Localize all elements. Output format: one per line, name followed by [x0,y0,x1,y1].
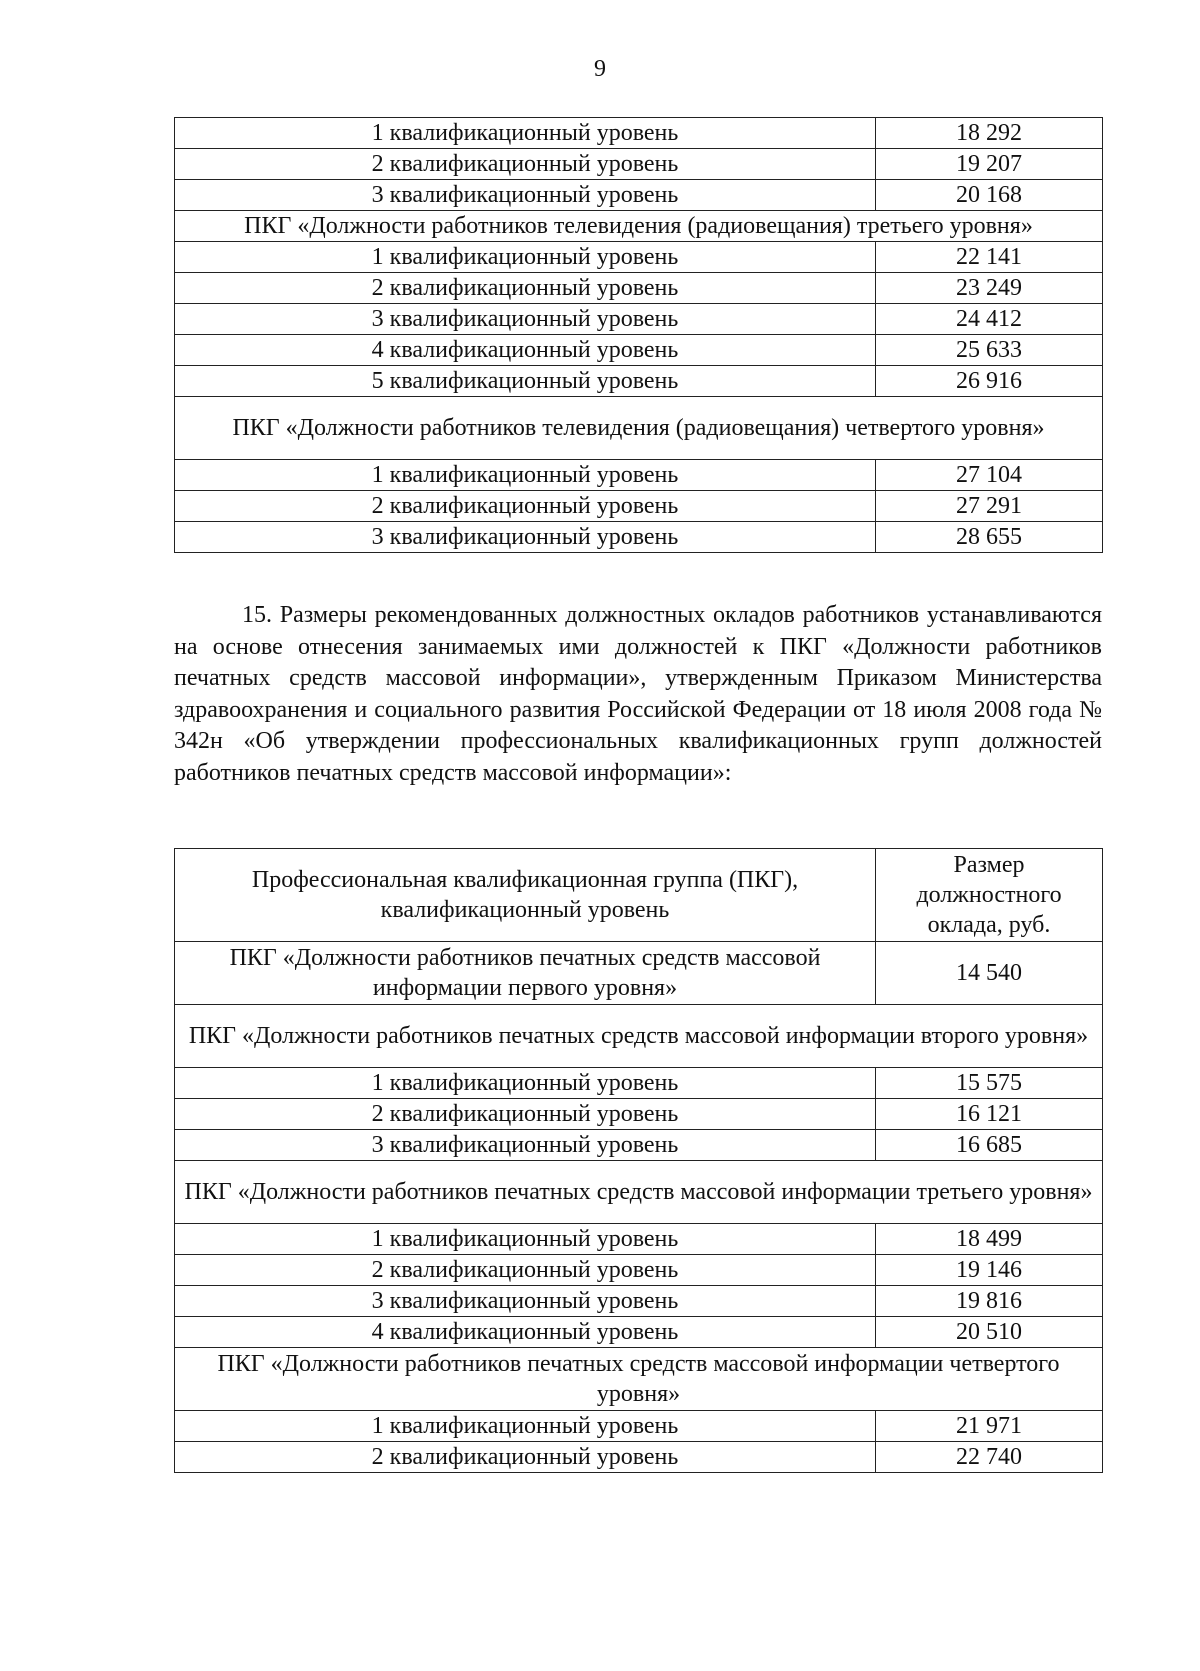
level-label: 3 квалификационный уровень [175,180,876,211]
table-row [175,1255,1103,1286]
level-label: 1 квалификационный уровень [175,1068,876,1099]
salary-value: 16 685 [876,1130,1103,1161]
salary-value: 22 141 [876,242,1103,273]
table-group-row [175,397,1103,460]
salary-value: 28 655 [876,522,1103,553]
first-group-value: 14 540 [876,942,1103,1005]
salary-value: 20 168 [876,180,1103,211]
table-row [175,460,1103,491]
level-label: 2 квалификационный уровень [175,273,876,304]
salary-value: 15 575 [876,1068,1103,1099]
level-label: 2 квалификационный уровень [175,491,876,522]
paragraph-text: Размеры рекомендованных должностных окладов работников устанавливаются на основе отнесения занимаемых ими должностей к ПКГ «Должности работников печатных средств массовой информации», утвержденным Приказом Министерства здравоохранения и социального развития Российской Федерации от 18 июля 2008 года № 342н «Об утверждении профессиональных квалификационных групп должностей работников печатных средств массовой информации»: [174,602,1103,786]
level-label: 3 квалификационный уровень [175,304,876,335]
table-row [175,1286,1103,1317]
table-header-row [175,849,1103,942]
salary-value: 23 249 [876,273,1103,304]
paragraph-15 [174,600,1102,789]
level-label: 1 квалификационный уровень [175,1224,876,1255]
salary-value: 25 633 [876,335,1103,366]
level-label: 5 квалификационный уровень [175,366,876,397]
salary-value: 22 740 [876,1442,1103,1473]
first-group-label: ПКГ «Должности работников печатных средств массовой информации первого уровня» [175,942,876,1005]
level-label: 2 квалификационный уровень [175,149,876,180]
table-row [175,1317,1103,1348]
table-row [175,1442,1103,1473]
group-title: ПКГ «Должности работников печатных средств массовой информации второго уровня» [175,1005,1103,1068]
level-label: 1 квалификационный уровень [175,242,876,273]
table-row [175,118,1103,149]
group-title: ПКГ «Должности работников телевидения (радиовещания) третьего уровня» [175,211,1103,242]
salary-value: 24 412 [876,304,1103,335]
salary-table-television [174,117,1103,553]
table-group-row [175,1005,1103,1068]
level-label: 1 квалификационный уровень [175,118,876,149]
table-group-row [175,1161,1103,1224]
table-row-first-group [175,942,1103,1005]
page-number: 9 [594,56,606,82]
table-row [175,149,1103,180]
salary-value: 19 146 [876,1255,1103,1286]
level-label: 4 квалификационный уровень [175,1317,876,1348]
salary-value: 19 816 [876,1286,1103,1317]
level-label: 2 квалификационный уровень [175,1099,876,1130]
level-label: 2 квалификационный уровень [175,1255,876,1286]
level-label: 3 квалификационный уровень [175,1286,876,1317]
table-group-row [175,1348,1103,1411]
header-salary-column: Размер должностного оклада, руб. [876,849,1103,942]
table-row [175,1411,1103,1442]
table-row [175,273,1103,304]
salary-table-print-media [174,848,1103,1473]
salary-value: 16 121 [876,1099,1103,1130]
table-group-row [175,211,1103,242]
table-row [175,1224,1103,1255]
paragraph-number: 15. [242,602,272,628]
table-row [175,335,1103,366]
salary-value: 26 916 [876,366,1103,397]
salary-value: 20 510 [876,1317,1103,1348]
table-row [175,304,1103,335]
group-title: ПКГ «Должности работников печатных средств массовой информации четвертого уровня» [175,1348,1103,1411]
level-label: 4 квалификационный уровень [175,335,876,366]
salary-value: 27 104 [876,460,1103,491]
salary-value: 19 207 [876,149,1103,180]
table-row [175,522,1103,553]
level-label: 1 квалификационный уровень [175,1411,876,1442]
level-label: 3 квалификационный уровень [175,522,876,553]
level-label: 3 квалификационный уровень [175,1130,876,1161]
table-row [175,1099,1103,1130]
table-row [175,1068,1103,1099]
level-label: 2 квалификационный уровень [175,1442,876,1473]
salary-value: 18 292 [876,118,1103,149]
table-row [175,491,1103,522]
salary-value: 18 499 [876,1224,1103,1255]
salary-value: 21 971 [876,1411,1103,1442]
group-title: ПКГ «Должности работников телевидения (радиовещания) четвертого уровня» [175,397,1103,460]
table-row [175,366,1103,397]
group-title: ПКГ «Должности работников печатных средств массовой информации третьего уровня» [175,1161,1103,1224]
salary-value: 27 291 [876,491,1103,522]
table-row [175,1130,1103,1161]
level-label: 1 квалификационный уровень [175,460,876,491]
table-row [175,180,1103,211]
table-row [175,242,1103,273]
header-group-column: Профессиональная квалификационная группа (ПКГ), квалификационный уровень [175,849,876,942]
